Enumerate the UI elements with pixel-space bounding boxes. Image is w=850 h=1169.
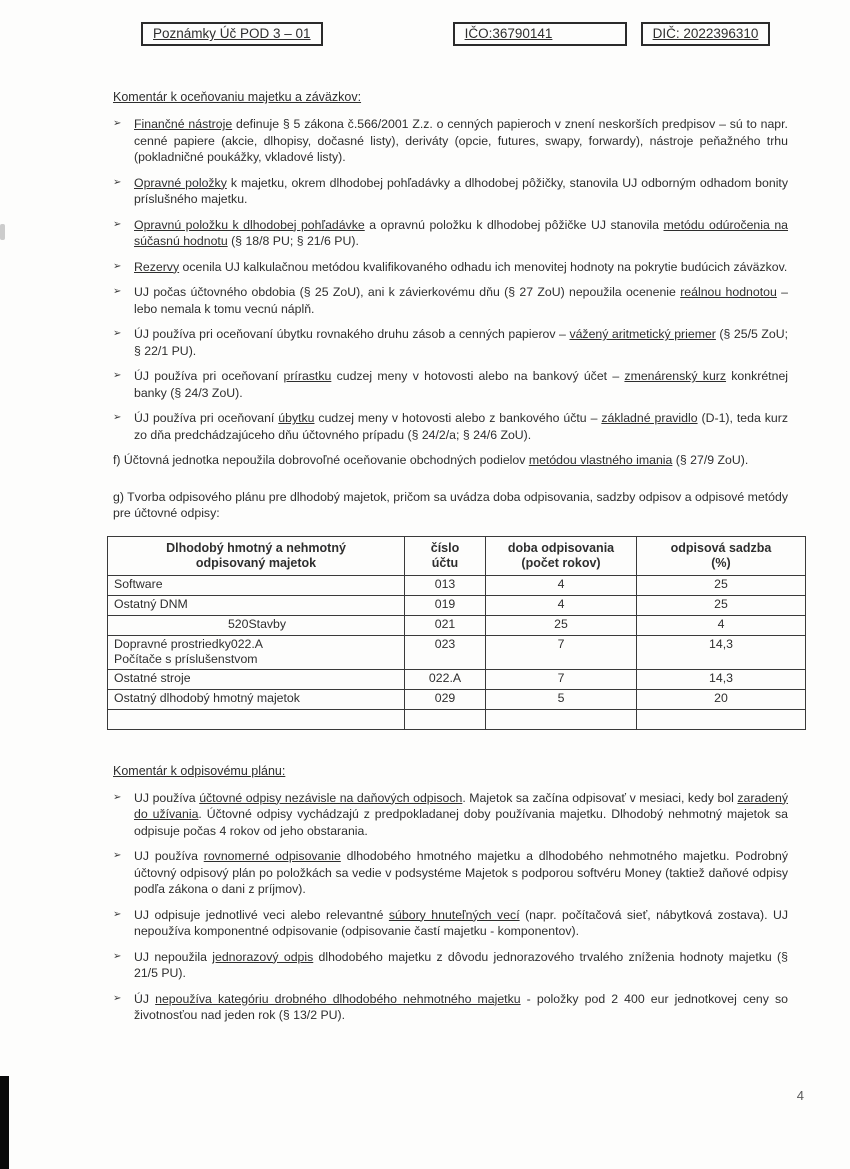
table-row: [108, 615, 806, 635]
text-run: g) Tvorba odpisového plánu pre dlhodobý majetok, pričom sa uvádza doba odpisovania, sadzby odpisov a odpisové metódy pre účtovné odpisy:: [113, 489, 788, 520]
table-cell: Ostatné stroje: [108, 669, 405, 689]
underlined-text: rovnomerné odpisovanie: [203, 849, 341, 863]
paragraph-f-text: [113, 453, 748, 467]
text-run: - položky pod 2 400 eur jednotkovej ceny so životnosťou nad jeden rok (§ 13/2 PU).: [134, 991, 788, 1022]
scan-artifact-bar: [0, 1076, 9, 1169]
table-cell: 25: [637, 575, 806, 595]
table-cell: Ostatný DNM: [108, 595, 405, 615]
form-title: Poznámky Úč POD 3 – 01: [153, 26, 311, 41]
table-cell: 013: [405, 575, 486, 595]
text-run: f) Účtovná jednotka nepoužila dobrovoľné oceňovanie obchodných podielov: [113, 453, 529, 467]
form-title-box: [141, 22, 323, 46]
arrow-bullet-icon: ➢: [113, 218, 122, 230]
arrow-bullet-icon: ➢: [113, 370, 122, 381]
text-run: . Majetok sa začína odpisovať v mesiaci, kedy bol: [462, 790, 738, 805]
bullet-item: [113, 259, 788, 276]
arrow-bullet-icon: ➢: [113, 791, 122, 803]
text-run: ÚJ používa pri oceňovaní úbytku rovnakého druhu zásob a cenných papierov –: [134, 327, 570, 341]
underlined-text: zaradený do užívania: [134, 790, 788, 821]
table-body: [108, 575, 806, 729]
underlined-text: prírastku: [283, 369, 332, 383]
section2-heading: Komentár k odpisovému plánu:: [113, 763, 286, 778]
bullet-text: [134, 907, 788, 940]
text-run: definuje § 5 zákona č.566/2001 Z.z. o cenných papieroch v znení neskorších predpisov – sú to napr. cenné papiere (akcie, dlhopisy, dočasné listy), deriváty (opcie, futures, swapy, forwardy), nástroje peňažného trhu (pokladničné poukážky, vkladové listy).: [134, 117, 788, 164]
underlined-text: Opravné položky: [134, 175, 227, 190]
text-run: (§ 27/9 ZoU).: [672, 453, 749, 467]
page-number: 4: [796, 1088, 804, 1103]
paragraph-f: [113, 452, 788, 469]
table-cell: 4: [637, 615, 806, 635]
text-run: (napr. počítačová sieť, nábytková zostava). UJ nepoužíva komponentné odpisovanie (odpisovanie častí majetku - komponentov).: [134, 907, 788, 938]
underlined-text: vážený aritmetický priemer: [569, 327, 716, 341]
bullet-text: [134, 848, 788, 898]
arrow-bullet-icon: ➢: [113, 992, 122, 1004]
table-header-cell: doba odpisovania (počet rokov): [486, 536, 637, 575]
text-run: ÚJ: [134, 991, 156, 1006]
bullet-item: [113, 848, 788, 898]
arrow-bullet-icon: ➢: [113, 412, 122, 423]
table-cell: 25: [486, 615, 637, 635]
form-header: [113, 22, 788, 46]
bullet-item: [113, 175, 788, 208]
table-cell: 520Stavby: [108, 615, 405, 635]
bullet-text: [134, 949, 788, 982]
dic-box: [641, 22, 771, 46]
text-run: cudzej meny v hotovosti alebo na bankový účet –: [331, 369, 625, 383]
text-run: konkrétnej banky (§ 24/3 ZoU).: [134, 369, 789, 400]
bullet-text: [134, 410, 788, 443]
table-cell: 14,3: [637, 635, 806, 669]
underlined-text: reálnou hodnotou: [680, 285, 777, 299]
paragraph-g: [113, 489, 788, 522]
table-header-cell: odpisová sadzba (%): [637, 536, 806, 575]
arrow-bullet-icon: ➢: [113, 260, 122, 272]
table-cell: Dopravné prostriedky022.A Počítače s príslušenstvom: [108, 635, 405, 669]
table-cell: 4: [486, 595, 637, 615]
arrow-bullet-icon: ➢: [113, 176, 122, 188]
bullet-text: [134, 217, 788, 250]
bullet-item: [113, 410, 788, 443]
depreciation-table: [107, 536, 806, 730]
underlined-text: metódu odúročenia na súčasnú hodnotu: [134, 217, 789, 248]
underlined-text: Rezervy: [134, 259, 180, 274]
table-cell: 4: [486, 575, 637, 595]
text-run: ocenila UJ kalkulačnou metódou kvalifikovaného odhadu ich menovitej hodnoty na pokrytie budúcich záväzkov.: [179, 259, 788, 274]
bullet-item: [113, 907, 788, 940]
text-run: UJ nepoužila: [134, 949, 213, 964]
table-cell: 019: [405, 595, 486, 615]
text-run: – lebo nemala k tomu vecnú náplň.: [134, 285, 788, 316]
bullet-text: [134, 326, 788, 359]
bullet-text: [134, 116, 788, 166]
arrow-bullet-icon: ➢: [113, 908, 122, 920]
table-cell: Software: [108, 575, 405, 595]
arrow-bullet-icon: ➢: [113, 118, 122, 129]
text-run: (D-1), teda kurz zo dňa predchádzajúceho dňu účtovného prípadu (§ 24/2/a; § 24/6 ZoU).: [134, 411, 788, 442]
underlined-text: Opravnú položku k dlhodobej pohľadávke: [134, 217, 365, 232]
underlined-text: metódou vlastného imania: [528, 453, 673, 467]
text-run: ÚJ používa pri oceňovaní: [134, 411, 279, 425]
bullet-item: [113, 217, 788, 250]
underlined-text: zmenárenský kurz: [624, 369, 727, 383]
arrow-bullet-icon: ➢: [113, 950, 122, 962]
text-run: UJ používa: [134, 790, 200, 805]
bullet-text: [134, 284, 788, 317]
table-row: [108, 635, 806, 669]
table-cell: 022.A: [405, 669, 486, 689]
text-run: UJ používa: [134, 849, 204, 863]
table-cell: 7: [486, 635, 637, 669]
text-run: ÚJ používa pri oceňovaní: [134, 369, 284, 383]
text-run: (§ 25/5 ZoU; § 22/1 PU).: [134, 327, 789, 358]
table-cell: 023: [405, 635, 486, 669]
table-cell: [108, 709, 405, 729]
text-run: . Účtovné odpisy vychádzajú z predpokladanej doby používania majetku. Dlhodobý nehmotný majetok sa odpisuje počas 4 rokov od jeho obstarania.: [134, 807, 788, 838]
bullet-text: [134, 790, 788, 840]
table-cell: 7: [486, 669, 637, 689]
text-run: UJ počas účtovného obdobia (§ 25 ZoU), ani k závierkovému dňu (§ 27 ZoU) nepoužila ocenenie: [134, 285, 681, 299]
table-cell: [637, 709, 806, 729]
bullet-item: [113, 949, 788, 982]
bullet-text: [134, 175, 788, 208]
ico-value: IČO:36790141: [464, 26, 553, 41]
bullet-item: [113, 991, 788, 1024]
bullet-item: [113, 790, 788, 840]
table-header-row: [108, 536, 806, 575]
underlined-text: nepoužíva kategóriu drobného dlhodobého nehmotného majetku: [155, 991, 521, 1006]
text-run: dlhodobého hmotného majetku a dlhodobého nehmotného majetku. Podrobný účtovný odpisový plán po položkách sa vedie v podsystéme Majetok s podporou softvéru Money (taktiež daňové odpisy podľa zákona o dani z príjmov).: [134, 849, 788, 896]
bullet-item: [113, 326, 788, 359]
table-row: [108, 689, 806, 709]
table-cell: 20: [637, 689, 806, 709]
table-cell: 029: [405, 689, 486, 709]
text-run: k majetku, okrem dlhodobej pohľadávky a dlhodobej pôžičky, stanovila UJ odborným odhadom bonity príslušného majetku.: [134, 175, 788, 206]
text-run: a opravnú položku k dlhodobej pôžičke UJ stanovila: [364, 217, 664, 232]
section1-heading: Komentár k oceňovaniu majetku a záväzkov:: [113, 90, 362, 104]
bullet-text: [134, 259, 788, 276]
table-row: [108, 595, 806, 615]
table-header-cell: číslo účtu: [405, 536, 486, 575]
table-row: [108, 669, 806, 689]
bullet-item: [113, 368, 788, 401]
underlined-text: súbory hnuteľných vecí: [388, 907, 520, 922]
bullet-item: [113, 284, 788, 317]
arrow-bullet-icon: ➢: [113, 850, 122, 861]
underlined-text: účtovné odpisy nezávisle na daňových odpisoch: [199, 790, 463, 805]
bullet-text: [134, 368, 788, 401]
table-cell: 25: [637, 595, 806, 615]
arrow-bullet-icon: ➢: [113, 286, 122, 297]
underlined-text: Finančné nástroje: [134, 117, 233, 131]
table-cell: 021: [405, 615, 486, 635]
scan-artifact-smudge: [0, 224, 5, 240]
table-cell: [405, 709, 486, 729]
paragraph-g-text: [113, 490, 788, 521]
bullet-text: [134, 991, 788, 1024]
text-run: cudzej meny v hotovosti alebo z bankového účtu –: [314, 411, 602, 425]
text-run: dlhodobého majetku z dôvodu jednorazového trvalého zníženia hodnoty majetku (§ 21/5 PU).: [134, 949, 788, 980]
table-row: [108, 709, 806, 729]
text-run: (§ 18/8 PU; § 21/6 PU).: [227, 234, 359, 248]
underlined-text: jednorazový odpis: [212, 949, 314, 964]
section2-bullet-list: [113, 790, 788, 1024]
underlined-text: úbytku: [278, 411, 315, 425]
table-header-cell: Dlhodobý hmotný a nehmotný odpisovaný majetok: [108, 536, 405, 575]
table-row: [108, 575, 806, 595]
bullet-item: [113, 116, 788, 166]
underlined-text: základné pravidlo: [601, 411, 698, 425]
table-cell: [486, 709, 637, 729]
table-cell: 14,3: [637, 669, 806, 689]
ico-box: [453, 22, 627, 46]
text-run: UJ odpisuje jednotlivé veci alebo relevantné: [134, 907, 389, 922]
dic-value: DIČ: 2022396310: [652, 26, 759, 41]
section1-bullet-list: [113, 116, 788, 443]
table-cell: 5: [486, 689, 637, 709]
arrow-bullet-icon: ➢: [113, 328, 122, 339]
table-cell: Ostatný dlhodobý hmotný majetok: [108, 689, 405, 709]
